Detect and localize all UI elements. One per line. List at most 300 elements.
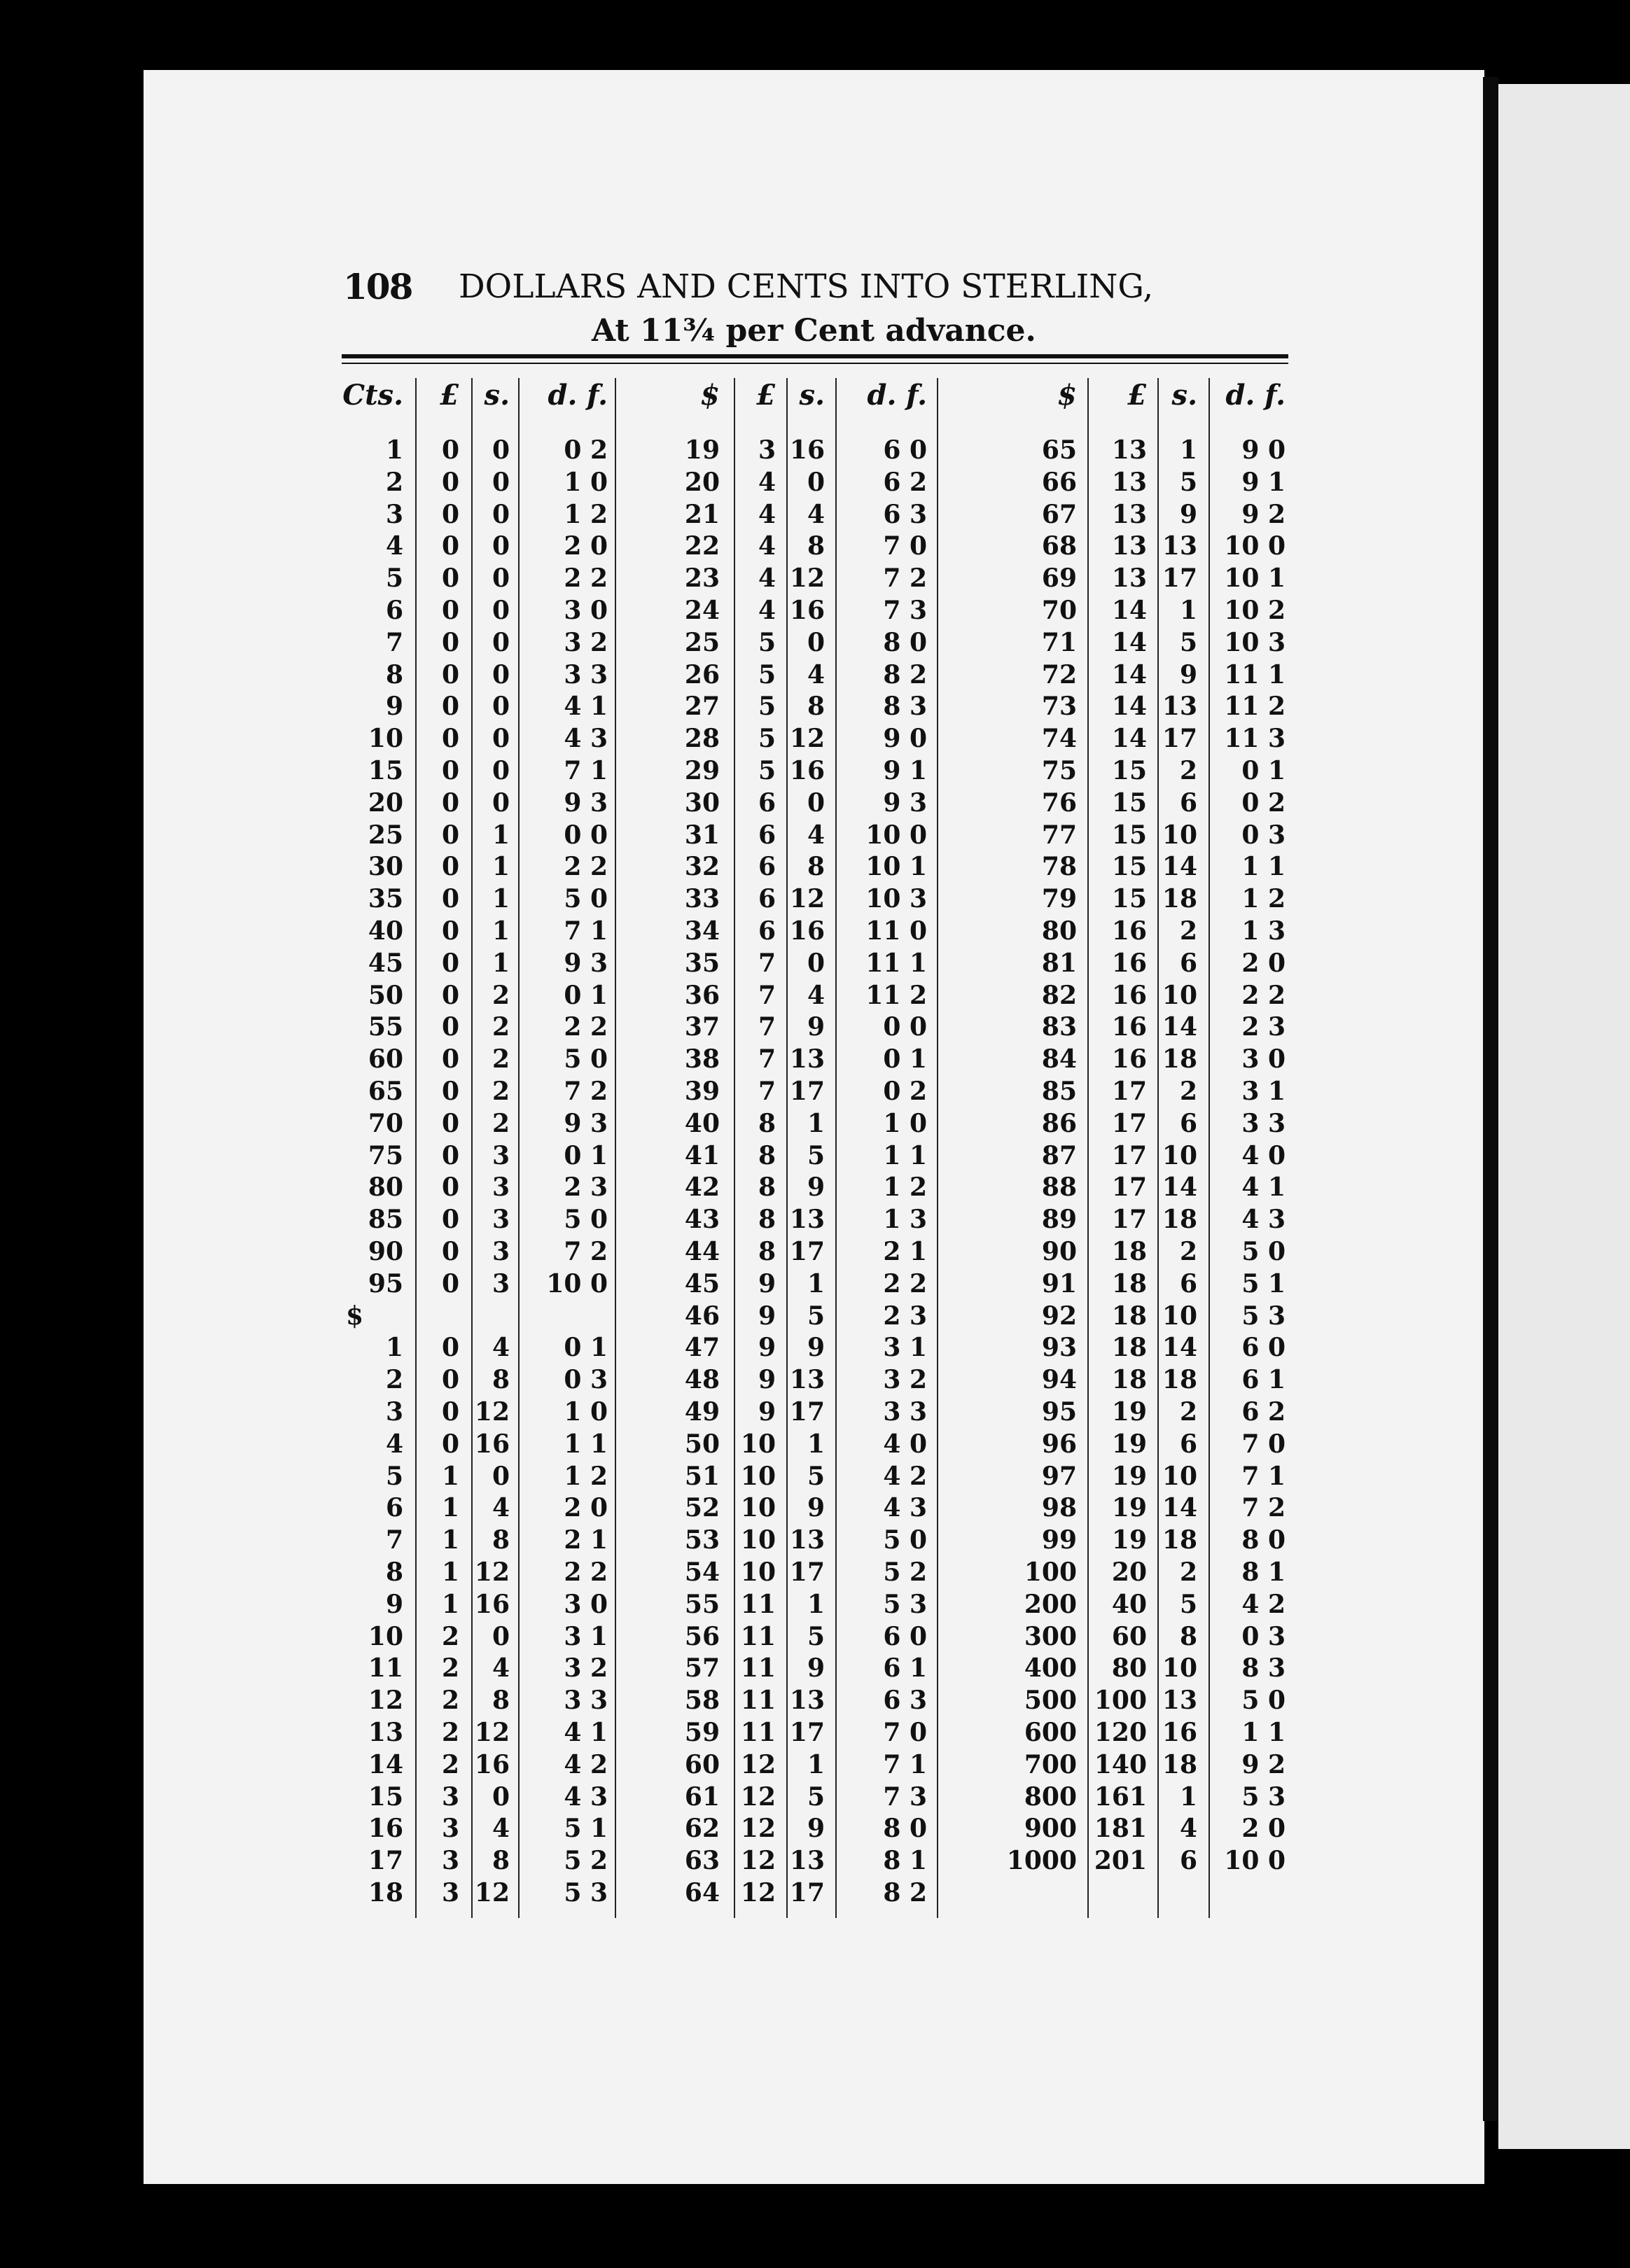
pence-cell: 9 0 xyxy=(1241,435,1286,465)
pence-cell: 0 2 xyxy=(883,1077,927,1106)
pounds-cell: 17 xyxy=(1111,1205,1147,1235)
pence-cell: 9 2 xyxy=(1241,1749,1286,1779)
pounds-cell: 13 xyxy=(1111,499,1147,529)
pounds-cell: 15 xyxy=(1111,884,1147,914)
pounds-cell: 16 xyxy=(1111,1044,1147,1074)
pence-cell: 10 1 xyxy=(1224,564,1286,594)
amount-cell: 7 xyxy=(385,1525,403,1555)
amount-cell: 42 xyxy=(684,1172,720,1203)
amount-cell: 60 xyxy=(368,1044,403,1074)
pence-cell: 10 0 xyxy=(865,820,927,850)
pence-cell: 0 3 xyxy=(564,1365,608,1395)
pounds-cell: 1 xyxy=(441,1558,459,1587)
shillings-cell: 18 xyxy=(1162,1525,1197,1555)
pounds-cell: 19 xyxy=(1111,1461,1147,1491)
pence-cell: 6 2 xyxy=(1241,1397,1286,1427)
column-rule xyxy=(786,378,788,1918)
amount-cell: 74 xyxy=(1041,724,1077,754)
pence-cell: 5 0 xyxy=(883,1525,927,1555)
pence-cell: 5 3 xyxy=(883,1589,927,1619)
pounds-cell: 10 xyxy=(740,1429,776,1459)
amount-cell: 7 xyxy=(385,627,403,657)
pounds-cell: 18 xyxy=(1111,1333,1147,1363)
amount-cell: 37 xyxy=(684,1012,720,1042)
amount-cell: 30 xyxy=(368,852,403,882)
amount-cell: 76 xyxy=(1041,788,1077,818)
pounds-cell: 1 xyxy=(441,1589,459,1619)
shillings-cell: 18 xyxy=(1162,1749,1197,1779)
pence-cell: 2 2 xyxy=(883,1268,927,1298)
shillings-cell: 2 xyxy=(492,1108,510,1138)
pence-cell: 10 0 xyxy=(1224,1846,1286,1876)
pounds-cell: 6 xyxy=(758,884,776,914)
amount-cell: 300 xyxy=(1024,1621,1077,1651)
shillings-cell: 0 xyxy=(492,467,510,497)
amount-cell: 22 xyxy=(684,531,720,561)
pounds-cell: 4 xyxy=(758,564,776,594)
shillings-cell: 1 xyxy=(492,852,510,882)
shillings-cell: 14 xyxy=(1162,1493,1197,1523)
pounds-cell: 0 xyxy=(441,916,459,946)
amount-cell: 98 xyxy=(1041,1493,1077,1523)
pounds-cell: 15 xyxy=(1111,756,1147,785)
pounds-cell: 17 xyxy=(1111,1108,1147,1138)
column-rule xyxy=(835,378,837,1918)
amount-cell: 21 xyxy=(684,499,720,529)
shillings-cell: 12 xyxy=(789,724,825,754)
pence-cell: 4 0 xyxy=(883,1429,927,1459)
column-rule xyxy=(518,378,520,1918)
amount-cell: 99 xyxy=(1041,1525,1077,1555)
col-pounds-header: £ xyxy=(756,379,776,412)
pounds-cell: 9 xyxy=(758,1301,776,1331)
pence-cell: 0 1 xyxy=(564,980,608,1010)
amount-cell: 46 xyxy=(684,1301,720,1331)
facing-page-edge xyxy=(1498,84,1630,2149)
pence-cell: 11 2 xyxy=(865,980,927,1010)
amount-cell: 65 xyxy=(1041,435,1077,465)
amount-cell: 55 xyxy=(684,1589,720,1619)
shillings-cell: 1 xyxy=(1179,596,1197,625)
pence-cell: 3 1 xyxy=(1241,1077,1286,1106)
amount-cell: 40 xyxy=(684,1108,720,1138)
pounds-cell: 201 xyxy=(1094,1846,1147,1876)
pounds-cell: 4 xyxy=(758,499,776,529)
pence-cell: 7 1 xyxy=(564,756,608,785)
amount-cell: 35 xyxy=(684,948,720,978)
column-rule xyxy=(615,378,616,1918)
column-rule xyxy=(1208,378,1210,1918)
pence-cell: 9 2 xyxy=(1241,499,1286,529)
pence-cell: 5 0 xyxy=(564,884,608,914)
shillings-cell: 5 xyxy=(807,1301,825,1331)
shillings-cell: 12 xyxy=(474,1718,510,1747)
amount-cell: 92 xyxy=(1041,1301,1077,1331)
shillings-cell: 2 xyxy=(492,980,510,1010)
pounds-cell: 10 xyxy=(740,1493,776,1523)
pence-cell: 10 1 xyxy=(865,852,927,882)
pence-cell: 2 2 xyxy=(564,1012,608,1042)
pence-cell: 1 0 xyxy=(564,1397,608,1427)
col-pence-farthings-header: d. f. xyxy=(1225,379,1286,412)
shillings-cell: 10 xyxy=(1162,820,1197,850)
pence-cell: 9 3 xyxy=(564,1108,608,1138)
pence-cell: 3 3 xyxy=(564,1686,608,1716)
shillings-cell: 17 xyxy=(1162,724,1197,754)
amount-cell: 400 xyxy=(1024,1653,1077,1684)
shillings-cell: 0 xyxy=(807,948,825,978)
shillings-cell: 17 xyxy=(789,1718,825,1747)
pounds-cell: 7 xyxy=(758,980,776,1010)
pounds-cell: 16 xyxy=(1111,916,1147,946)
pence-cell: 1 2 xyxy=(564,1461,608,1491)
pence-cell: 1 3 xyxy=(883,1205,927,1235)
shillings-cell: 4 xyxy=(492,1653,510,1684)
amount-cell: 8 xyxy=(385,1558,403,1587)
shillings-cell: 8 xyxy=(807,531,825,561)
shillings-cell: 1 xyxy=(1179,435,1197,465)
shillings-cell: 0 xyxy=(492,788,510,818)
shillings-cell: 9 xyxy=(1179,659,1197,690)
shillings-cell: 1 xyxy=(1179,1782,1197,1812)
pence-cell: 10 0 xyxy=(1224,531,1286,561)
pence-cell: 4 2 xyxy=(1241,1589,1286,1619)
pounds-cell: 5 xyxy=(758,627,776,657)
pounds-cell: 2 xyxy=(441,1718,459,1747)
pence-cell: 9 1 xyxy=(883,756,927,785)
shillings-cell: 4 xyxy=(492,1814,510,1844)
pounds-cell: 11 xyxy=(740,1653,776,1684)
amount-cell: 4 xyxy=(385,531,403,561)
pence-cell: 5 3 xyxy=(1241,1782,1286,1812)
pounds-cell: 11 xyxy=(740,1589,776,1619)
pounds-cell: 9 xyxy=(758,1333,776,1363)
shillings-cell: 6 xyxy=(1179,1846,1197,1876)
pounds-cell: 11 xyxy=(740,1686,776,1716)
amount-cell: 85 xyxy=(1041,1077,1077,1106)
pence-cell: 5 1 xyxy=(564,1814,608,1844)
shillings-cell: 8 xyxy=(492,1365,510,1395)
shillings-cell: 12 xyxy=(474,1558,510,1587)
amount-cell: 25 xyxy=(368,820,403,850)
amount-cell: 78 xyxy=(1041,852,1077,882)
amount-cell: 700 xyxy=(1024,1749,1077,1779)
shillings-cell: 4 xyxy=(807,820,825,850)
pence-cell: 11 1 xyxy=(1224,659,1286,690)
pence-cell: 2 3 xyxy=(1241,1012,1286,1042)
pence-cell: 5 0 xyxy=(1241,1237,1286,1266)
col-shillings-header: s. xyxy=(799,379,825,412)
amount-cell: 29 xyxy=(684,756,720,785)
amount-cell: 800 xyxy=(1024,1782,1077,1812)
amount-cell: 43 xyxy=(684,1205,720,1235)
table-subtitle: At 11¾ per Cent advance. xyxy=(592,313,1036,349)
pence-cell: 11 3 xyxy=(1224,724,1286,754)
pounds-cell: 5 xyxy=(758,659,776,690)
amount-cell: 70 xyxy=(1041,596,1077,625)
pence-cell: 8 2 xyxy=(883,659,927,690)
pounds-cell: 6 xyxy=(758,820,776,850)
pounds-cell: 18 xyxy=(1111,1365,1147,1395)
pounds-cell: 16 xyxy=(1111,948,1147,978)
pence-cell: 6 3 xyxy=(883,1686,927,1716)
shillings-cell: 2 xyxy=(492,1077,510,1106)
pounds-cell: 0 xyxy=(441,724,459,754)
pounds-cell: 14 xyxy=(1111,724,1147,754)
pounds-cell: 18 xyxy=(1111,1268,1147,1298)
shillings-cell: 13 xyxy=(1162,1686,1197,1716)
pounds-cell: 4 xyxy=(758,467,776,497)
shillings-cell: 12 xyxy=(474,1878,510,1907)
shillings-cell: 14 xyxy=(1162,852,1197,882)
amount-cell: 84 xyxy=(1041,1044,1077,1074)
column-rule xyxy=(415,378,417,1918)
pence-cell: 7 1 xyxy=(1241,1461,1286,1491)
amount-cell: 20 xyxy=(368,788,403,818)
amount-cell: 63 xyxy=(684,1846,720,1876)
shillings-cell: 14 xyxy=(1162,1172,1197,1203)
amount-cell: 35 xyxy=(368,884,403,914)
pence-cell: 1 1 xyxy=(883,1140,927,1170)
shillings-cell: 2 xyxy=(1179,756,1197,785)
pence-cell: 1 2 xyxy=(1241,884,1286,914)
shillings-cell: 16 xyxy=(789,596,825,625)
shillings-cell: 6 xyxy=(1179,1108,1197,1138)
shillings-cell: 4 xyxy=(492,1493,510,1523)
shillings-cell: 0 xyxy=(492,1782,510,1812)
shillings-cell: 3 xyxy=(492,1268,510,1298)
pence-cell: 4 3 xyxy=(1241,1205,1286,1235)
pence-cell: 9 3 xyxy=(564,948,608,978)
shillings-cell: 4 xyxy=(807,659,825,690)
pence-cell: 2 0 xyxy=(1241,948,1286,978)
shillings-cell: 0 xyxy=(492,499,510,529)
pounds-cell: 0 xyxy=(441,852,459,882)
shillings-cell: 8 xyxy=(1179,1621,1197,1651)
pounds-cell: 0 xyxy=(441,467,459,497)
amount-cell: 58 xyxy=(684,1686,720,1716)
pounds-cell: 161 xyxy=(1094,1782,1147,1812)
pence-cell: 8 1 xyxy=(1241,1558,1286,1587)
pounds-cell: 7 xyxy=(758,1044,776,1074)
pounds-cell: 12 xyxy=(740,1814,776,1844)
pounds-cell: 13 xyxy=(1111,564,1147,594)
pounds-cell: 20 xyxy=(1111,1558,1147,1587)
shillings-cell: 16 xyxy=(789,435,825,465)
shillings-cell: 9 xyxy=(807,1814,825,1844)
pence-cell: 4 3 xyxy=(564,724,608,754)
pence-cell: 6 1 xyxy=(883,1653,927,1684)
shillings-cell: 5 xyxy=(807,1461,825,1491)
shillings-cell: 10 xyxy=(1162,980,1197,1010)
amount-cell: 50 xyxy=(684,1429,720,1459)
amount-cell: 25 xyxy=(684,627,720,657)
amount-cell: 95 xyxy=(368,1268,403,1298)
pounds-cell: 0 xyxy=(441,1429,459,1459)
pence-cell: 6 2 xyxy=(883,467,927,497)
shillings-cell: 10 xyxy=(1162,1461,1197,1491)
amount-cell: 200 xyxy=(1024,1589,1077,1619)
pounds-cell: 1 xyxy=(441,1493,459,1523)
shillings-cell: 2 xyxy=(1179,1397,1197,1427)
pence-cell: 4 1 xyxy=(564,692,608,722)
shillings-cell: 0 xyxy=(807,467,825,497)
pence-cell: 3 3 xyxy=(1241,1108,1286,1138)
amount-cell: 72 xyxy=(1041,659,1077,690)
pence-cell: 7 2 xyxy=(564,1077,608,1106)
pence-cell: 0 0 xyxy=(883,1012,927,1042)
pounds-cell: 2 xyxy=(441,1653,459,1684)
amount-cell: 55 xyxy=(368,1012,403,1042)
pounds-cell: 0 xyxy=(441,1077,459,1106)
pounds-cell: 15 xyxy=(1111,820,1147,850)
pounds-cell: 19 xyxy=(1111,1429,1147,1459)
pounds-cell: 16 xyxy=(1111,980,1147,1010)
pounds-cell: 18 xyxy=(1111,1301,1147,1331)
pounds-cell: 0 xyxy=(441,948,459,978)
pounds-cell: 12 xyxy=(740,1878,776,1907)
amount-cell: 1 xyxy=(385,1333,403,1363)
pounds-cell: 5 xyxy=(758,724,776,754)
pounds-cell: 0 xyxy=(441,1397,459,1427)
pence-cell: 5 2 xyxy=(564,1846,608,1876)
amount-cell: 32 xyxy=(684,852,720,882)
shillings-cell: 4 xyxy=(492,1333,510,1363)
shillings-cell: 13 xyxy=(789,1365,825,1395)
amount-cell: 1 xyxy=(385,435,403,465)
shillings-cell: 17 xyxy=(789,1237,825,1266)
shillings-cell: 9 xyxy=(807,1493,825,1523)
pounds-cell: 19 xyxy=(1111,1493,1147,1523)
pence-cell: 4 2 xyxy=(564,1749,608,1779)
shillings-cell: 13 xyxy=(789,1525,825,1555)
amount-cell: 15 xyxy=(368,756,403,785)
pence-cell: 4 0 xyxy=(1241,1140,1286,1170)
pence-cell: 3 0 xyxy=(564,1589,608,1619)
pence-cell: 5 3 xyxy=(564,1878,608,1907)
amount-cell: 39 xyxy=(684,1077,720,1106)
pounds-cell: 0 xyxy=(441,884,459,914)
amount-cell: 12 xyxy=(368,1686,403,1716)
shillings-cell: 1 xyxy=(807,1589,825,1619)
amount-cell: 80 xyxy=(368,1172,403,1203)
pence-cell: 0 1 xyxy=(564,1333,608,1363)
pounds-cell: 9 xyxy=(758,1397,776,1427)
pounds-cell: 0 xyxy=(441,1268,459,1298)
pence-cell: 0 1 xyxy=(1241,756,1286,785)
conversion-table xyxy=(342,371,1288,1918)
pence-cell: 11 1 xyxy=(865,948,927,978)
shillings-cell: 12 xyxy=(789,884,825,914)
amount-cell: 48 xyxy=(684,1365,720,1395)
pounds-cell: 0 xyxy=(441,1012,459,1042)
shillings-cell: 0 xyxy=(492,659,510,690)
shillings-cell: 0 xyxy=(492,627,510,657)
pounds-cell: 11 xyxy=(740,1718,776,1747)
pence-cell: 4 2 xyxy=(883,1461,927,1491)
amount-cell: 65 xyxy=(368,1077,403,1106)
pence-cell: 10 2 xyxy=(1224,596,1286,625)
amount-cell: 82 xyxy=(1041,980,1077,1010)
shillings-cell: 1 xyxy=(492,884,510,914)
shillings-cell: 10 xyxy=(1162,1301,1197,1331)
pence-cell: 0 1 xyxy=(564,1140,608,1170)
amount-cell: 68 xyxy=(1041,531,1077,561)
pounds-cell: 19 xyxy=(1111,1397,1147,1427)
pence-cell: 7 2 xyxy=(883,564,927,594)
pence-cell: 5 0 xyxy=(564,1044,608,1074)
shillings-cell: 6 xyxy=(1179,948,1197,978)
amount-cell: 70 xyxy=(368,1108,403,1138)
amount-cell: 51 xyxy=(684,1461,720,1491)
pence-cell: 3 2 xyxy=(564,627,608,657)
shillings-cell: 5 xyxy=(1179,627,1197,657)
pounds-cell: 18 xyxy=(1111,1237,1147,1266)
pence-cell: 6 0 xyxy=(883,435,927,465)
amount-cell: 47 xyxy=(684,1333,720,1363)
pence-cell: 4 3 xyxy=(564,1782,608,1812)
pence-cell: 6 0 xyxy=(1241,1333,1286,1363)
pounds-cell: 3 xyxy=(758,435,776,465)
pence-cell: 10 3 xyxy=(865,884,927,914)
header-rule xyxy=(342,354,1288,358)
amount-cell: 24 xyxy=(684,596,720,625)
pounds-cell: 16 xyxy=(1111,1012,1147,1042)
pounds-cell: 80 xyxy=(1111,1653,1147,1684)
pounds-cell: 1 xyxy=(441,1525,459,1555)
pounds-cell: 4 xyxy=(758,596,776,625)
pence-cell: 2 3 xyxy=(883,1301,927,1331)
shillings-cell: 16 xyxy=(1162,1718,1197,1747)
shillings-cell: 2 xyxy=(1179,916,1197,946)
shillings-cell: 16 xyxy=(789,756,825,785)
pence-cell: 7 2 xyxy=(1241,1493,1286,1523)
shillings-cell: 1 xyxy=(492,948,510,978)
pounds-cell: 10 xyxy=(740,1558,776,1587)
pounds-cell: 0 xyxy=(441,659,459,690)
pence-cell: 1 3 xyxy=(1241,916,1286,946)
amount-cell: 33 xyxy=(684,884,720,914)
amount-cell: 1000 xyxy=(1006,1846,1077,1876)
shillings-cell: 3 xyxy=(492,1237,510,1266)
amount-cell: 49 xyxy=(684,1397,720,1427)
pounds-cell: 8 xyxy=(758,1172,776,1203)
shillings-cell: 14 xyxy=(1162,1333,1197,1363)
amount-cell: 45 xyxy=(684,1268,720,1298)
amount-cell: 13 xyxy=(368,1718,403,1747)
amount-cell: 26 xyxy=(684,659,720,690)
shillings-cell: 6 xyxy=(1179,788,1197,818)
shillings-cell: 18 xyxy=(1162,1205,1197,1235)
pounds-cell: 11 xyxy=(740,1621,776,1651)
running-title: DOLLARS AND CENTS INTO STERLING, xyxy=(459,267,1154,306)
pounds-cell: 6 xyxy=(758,852,776,882)
pounds-cell: 14 xyxy=(1111,692,1147,722)
amount-cell: 89 xyxy=(1041,1205,1077,1235)
shillings-cell: 17 xyxy=(789,1558,825,1587)
pounds-cell: 4 xyxy=(758,531,776,561)
pence-cell: 5 0 xyxy=(564,1205,608,1235)
pounds-cell: 0 xyxy=(441,788,459,818)
column-rule xyxy=(471,378,473,1918)
pence-cell: 7 1 xyxy=(883,1749,927,1779)
shillings-cell: 8 xyxy=(492,1525,510,1555)
shillings-cell: 13 xyxy=(1162,692,1197,722)
amount-cell: 80 xyxy=(1041,916,1077,946)
shillings-cell: 0 xyxy=(492,435,510,465)
amount-cell: 64 xyxy=(684,1878,720,1907)
shillings-cell: 13 xyxy=(789,1044,825,1074)
